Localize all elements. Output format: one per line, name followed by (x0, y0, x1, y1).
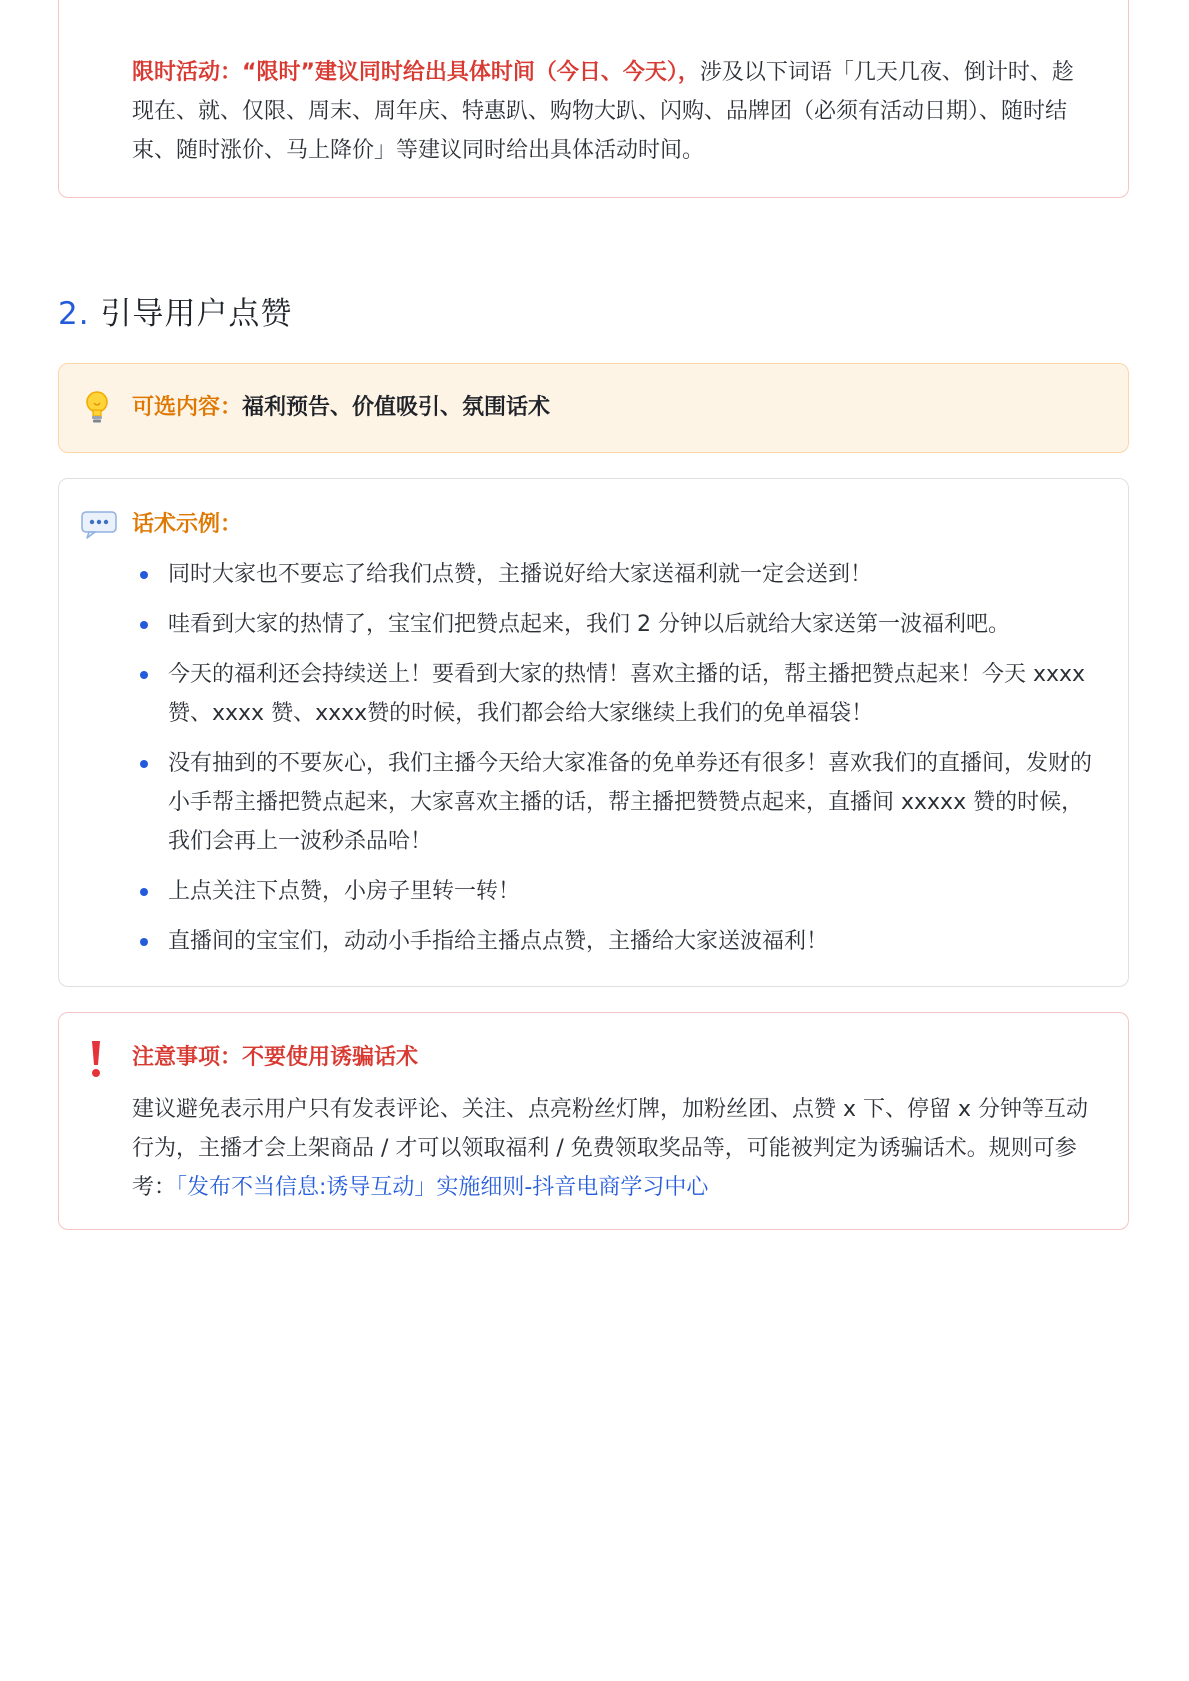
exclamation-icon (90, 1039, 102, 1079)
list-item: 直播间的宝宝们，动动小手指给主播点点赞，主播给大家送波福利！ (132, 922, 1092, 961)
lightbulb-icon (83, 390, 111, 426)
notice-body-text: 建议避免表示用户只有发表评论、关注、点亮粉丝灯牌，加粉丝团、点赞 x 下、停留 x 分钟等互动行为，主播才会上架商品 / 才可以领取福利 / 免费领取奖品等，可能被判定为诱骗话术。规则可参考： (132, 1097, 1089, 1200)
section-heading (58, 294, 292, 334)
optional-content-value: 福利预告、价值吸引、氛围话术 (242, 395, 551, 420)
rule-reference-link[interactable]: 「发布不当信息:诱导互动」实施细则-抖音电商学习中心 (176, 1175, 709, 1200)
time-limited-activity-rest: 涉及以下词语「几天几夜、倒计时、趁现在、就、仅限、周末、周年庆、特惠趴、购物大趴、闪购、品牌团（必须有活动日期）、随时结束、随时涨价、马上降价」等建议同时给出具体活动时间。 (132, 60, 1074, 163)
script-examples-label: 话术示例： (132, 512, 243, 537)
section-title: 引导用户点赞 (100, 296, 293, 332)
list-item: 上点关注下点赞，小房子里转一转！ (132, 872, 1092, 911)
optional-content-label: 可选内容： (132, 395, 243, 420)
notice-label: 注意事项：不要使用诱骗话术 (132, 1045, 419, 1070)
section-number: 2. (58, 296, 90, 332)
time-limited-activity-text (132, 53, 1092, 170)
optional-content-callout (58, 363, 1129, 453)
notice-card (58, 1012, 1129, 1230)
time-limited-activity-card (58, 0, 1129, 198)
notice-body (132, 1090, 1092, 1207)
list-item: 没有抽到的不要灰心，我们主播今天给大家准备的免单券还有很多！喜欢我们的直播间，发财的小手帮主播把赞点起来，大家喜欢主播的话，帮主播把赞赞点起来，直播间 xxxxx 赞的时候，我们会再上一波秒杀品哈！ (132, 744, 1092, 861)
script-examples-card (58, 478, 1129, 987)
list-item: 哇看到大家的热情了，宝宝们把赞点起来，我们 2 分钟以后就给大家送第一波福利吧。 (132, 605, 1092, 644)
time-limited-activity-bold: 限时活动：“限时”建议同时给出具体时间（今日、今天）， (132, 60, 700, 85)
optional-content-label-row (132, 391, 550, 425)
list-item: 同时大家也不要忘了给我们点赞，主播说好给大家送福利就一定会送到！ (132, 555, 1092, 594)
list-item: 今天的福利还会持续送上！要看到大家的热情！喜欢主播的话，帮主播把赞点起来！今天 xxxx 赞、xxxx 赞、xxxx赞的时候，我们都会给大家继续上我们的免单福袋！ (132, 655, 1092, 733)
script-examples-list (132, 555, 1092, 972)
speech-bubble-icon (81, 511, 117, 539)
